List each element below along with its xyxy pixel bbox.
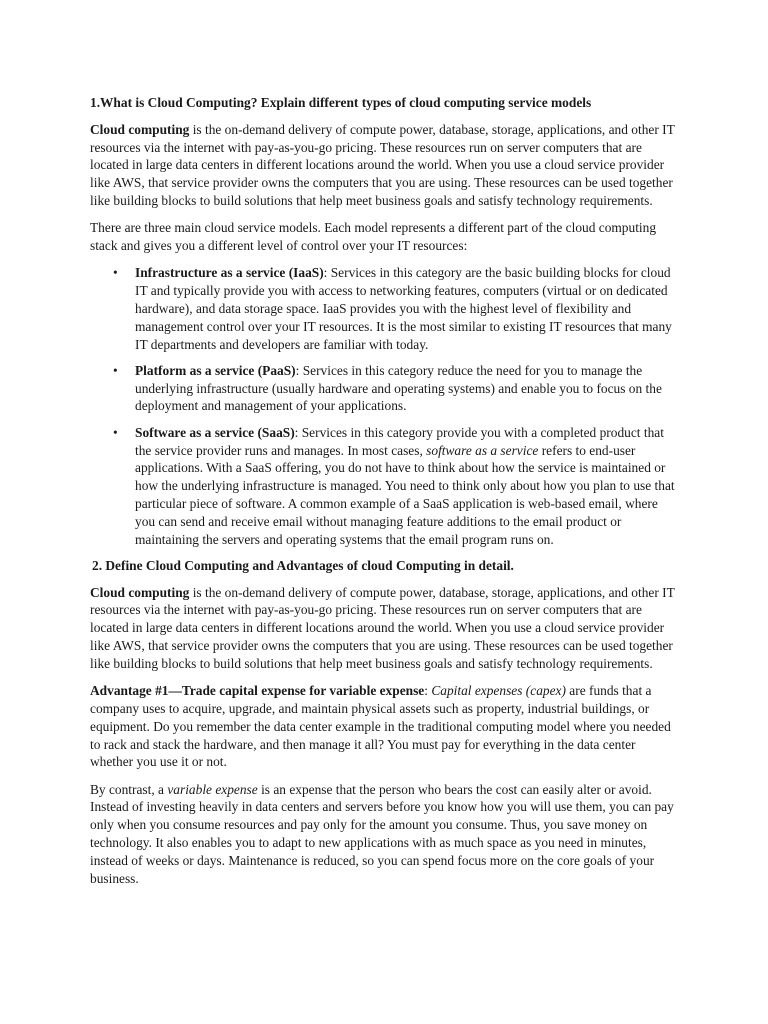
definition-text: is the on-demand delivery of compute power, database, storage, applications, and other IT resources via the internet with pay-as-you-go pricing. These resources run on server computers that are located in large data centers in different locations around the world. When you use a cloud service provider like AWS, that service provider owns the computers that you are using. These resources can be used together like building blocks to build solutions that help meet business goals and satisfy technology requirements. (90, 121, 675, 208)
list-item-italic-text: software as a service (426, 442, 539, 458)
bullet-icon: • (113, 424, 118, 440)
list-item-text: refers to end-user applications. With a SaaS offering, you do not have to think about how the service is maintained or how the underlying infrastructure is managed. You need to think only about how you plan to use that particular piece of software. A common example of a SaaS application is web-based email, where you can send and receive email without managing feature additions to the email product or maintaining the servers and operating systems that the email program runs on. (135, 442, 675, 547)
list-item-text: : Services in this category provide you with a completed product that the service provider runs and manages. In most cases, (135, 424, 664, 458)
advantage-italic-term: Capital expenses (capex) (431, 683, 566, 699)
bullet-icon: • (113, 362, 118, 378)
paragraph-text: is an expense that the person who bears the cost can easily alter or avoid. Instead of investing heavily in data centers and servers before you know how you will use them, you can pay only when you consume resources and pay only for the amount you consume. Thus, you save money on technology. It also enables you to adapt to new applications with as much space as you need in minutes, instead of weeks or days. Maintenance is reduced, so you can spend focus more on the core goals of your business. (90, 781, 674, 886)
bullet-icon: • (113, 265, 118, 281)
list-item-term: Infrastructure as a service (IaaS) (135, 265, 324, 281)
definition-term: Cloud computing (90, 121, 190, 137)
list-item-text: : Services in this category reduce the need for you to manage the underlying infrastructure (usually hardware and operating systems) and enable you to focus on the deployment and management of your applications. (135, 362, 662, 414)
advantage-title: Advantage #1—Trade capital expense for variable expense (90, 683, 425, 699)
service-models-list (90, 264, 680, 548)
variable-expense-paragraph (90, 781, 680, 888)
paragraph-text: By contrast, a (90, 781, 168, 797)
section-2-definition-paragraph (90, 584, 680, 673)
list-item-iaas (90, 264, 680, 353)
paragraph-italic-term: variable expense (167, 781, 258, 797)
advantage-colon: : (424, 683, 432, 699)
list-item-paas (90, 362, 680, 415)
service-models-intro-paragraph: There are three main cloud service models. Each model represents a different part of the cloud computing stack and gives you a different level of control over your IT resources: (90, 220, 657, 254)
definition-text: is the on-demand delivery of compute power, database, storage, applications, and other IT resources via the internet with pay-as-you-go pricing. These resources run on server computers that are located in large data centers in different locations around the world. When you use a cloud service provider like AWS, that service provider owns the computers that you are using. These resources can be used together like building blocks to build solutions that help meet business goals and satisfy technology requirements. (90, 584, 675, 671)
list-item-term: Software as a service (SaaS) (135, 424, 295, 440)
list-item-text: : Services in this category are the basic building blocks for cloud IT and typically provide you with access to networking features, computers (virtual or on dedicated hardware), and data storage space. IaaS provides you with the highest level of flexibility and management control over your IT resources. It is the most similar to existing IT resources that many IT departments and developers are familiar with today. (135, 265, 672, 352)
definition-term: Cloud computing (90, 584, 190, 600)
document-page (90, 94, 680, 897)
advantage-1-paragraph (90, 682, 680, 771)
section-2-heading: 2. Define Cloud Computing and Advantages of cloud Computing in detail. (92, 557, 514, 573)
advantage-text: are funds that a company uses to acquire, upgrade, and maintain physical assets such as property, industrial buildings, or equipment. Do you remember the data center example in the traditional computing model where you needed to rack and stack the hardware, and then manage it all? You must pay for everything in the data center whether you use it or not. (90, 683, 671, 770)
section-1-heading: 1.What is Cloud Computing? Explain different types of cloud computing service models (90, 95, 592, 110)
list-item-term: Platform as a service (PaaS) (135, 362, 296, 378)
list-item-saas (90, 424, 680, 549)
section-1-definition-paragraph (90, 121, 680, 210)
